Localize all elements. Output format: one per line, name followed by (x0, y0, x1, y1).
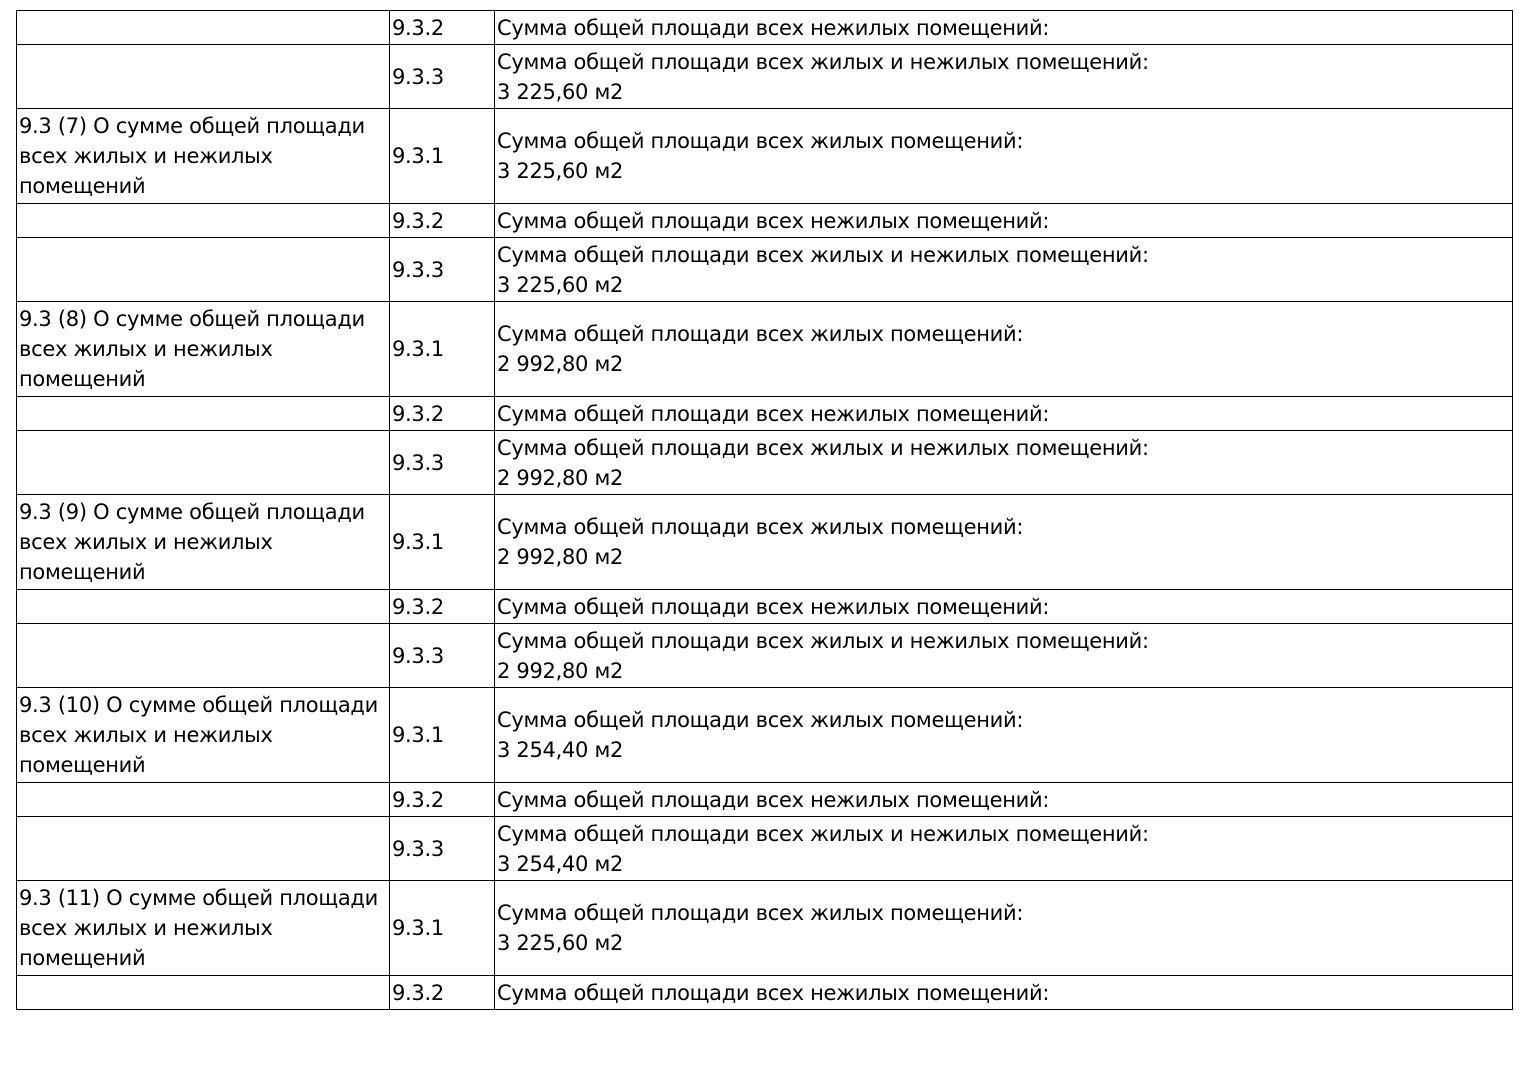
section-cell (17, 11, 390, 45)
section-cell (17, 397, 390, 431)
description-label: Сумма общей площади всех жилых и нежилых помещений: (497, 628, 1149, 653)
item-number: 9.3.1 (390, 109, 495, 204)
description-label: Сумма общей площади всех жилых и нежилых помещений: (497, 49, 1149, 74)
item-number: 9.3.3 (390, 238, 495, 302)
description-cell (495, 45, 1513, 109)
table-row (17, 431, 1513, 495)
description-cell (495, 817, 1513, 881)
item-number: 9.3.1 (390, 688, 495, 783)
area-summary-table (16, 10, 1513, 1010)
item-number: 9.3.2 (390, 590, 495, 624)
description-label: Сумма общей площади всех нежилых помещений: (497, 208, 1050, 233)
description-label: Сумма общей площади всех жилых и нежилых помещений: (497, 435, 1149, 460)
area-value: 2 992,80 м2 (497, 658, 624, 683)
description-label: Сумма общей площади всех жилых помещений: (497, 129, 1024, 153)
description-label: Сумма общей площади всех жилых помещений: (497, 901, 1024, 925)
description-cell (495, 302, 1513, 397)
section-cell (17, 238, 390, 302)
item-number: 9.3.1 (390, 495, 495, 590)
item-number: 9.3.3 (390, 624, 495, 688)
description-label: Сумма общей площади всех нежилых помещений: (497, 15, 1050, 40)
section-cell (17, 590, 390, 624)
table-row (17, 302, 1513, 397)
section-cell: 9.3 (9) О сумме общей площади всех жилых и нежилых помещений (17, 495, 390, 590)
area-value: 3 225,60 м2 (497, 79, 624, 104)
description-cell (495, 495, 1513, 590)
description-label: Сумма общей площади всех нежилых помещений: (497, 980, 1050, 1005)
table-row (17, 817, 1513, 881)
item-number: 9.3.3 (390, 817, 495, 881)
table-row (17, 238, 1513, 302)
table-row (17, 624, 1513, 688)
area-value: 3 225,60 м2 (497, 272, 624, 297)
item-number: 9.3.2 (390, 204, 495, 238)
table-row (17, 45, 1513, 109)
area-value: 3 254,40 м2 (497, 851, 624, 876)
area-value: 2 992,80 м2 (497, 352, 624, 376)
description-cell (495, 624, 1513, 688)
section-cell (17, 817, 390, 881)
table-row (17, 590, 1513, 624)
section-cell (17, 204, 390, 238)
item-number: 9.3.3 (390, 45, 495, 109)
description-label: Сумма общей площади всех жилых помещений: (497, 708, 1024, 732)
table-row (17, 109, 1513, 204)
description-cell (495, 109, 1513, 204)
table-row (17, 11, 1513, 45)
item-number: 9.3.2 (390, 11, 495, 45)
description-cell (495, 688, 1513, 783)
description-cell (495, 431, 1513, 495)
description-cell (495, 204, 1513, 238)
description-cell (495, 976, 1513, 1010)
item-number: 9.3.2 (390, 397, 495, 431)
table-row (17, 204, 1513, 238)
section-cell: 9.3 (10) О сумме общей площади всех жилых и нежилых помещений (17, 688, 390, 783)
item-number: 9.3.1 (390, 881, 495, 976)
item-number: 9.3.2 (390, 783, 495, 817)
section-cell: 9.3 (8) О сумме общей площади всех жилых и нежилых помещений (17, 302, 390, 397)
item-number: 9.3.2 (390, 976, 495, 1010)
description-label: Сумма общей площади всех жилых и нежилых помещений: (497, 821, 1149, 846)
description-cell (495, 590, 1513, 624)
table-row (17, 495, 1513, 590)
table-row (17, 783, 1513, 817)
section-cell (17, 783, 390, 817)
area-value: 2 992,80 м2 (497, 465, 624, 490)
description-cell (495, 397, 1513, 431)
table-row (17, 688, 1513, 783)
area-value: 2 992,80 м2 (497, 545, 624, 569)
description-label: Сумма общей площади всех нежилых помещений: (497, 787, 1050, 812)
description-label: Сумма общей площади всех нежилых помещений: (497, 594, 1050, 619)
description-cell (495, 11, 1513, 45)
section-cell (17, 624, 390, 688)
table-row (17, 881, 1513, 976)
description-label: Сумма общей площади всех нежилых помещений: (497, 401, 1050, 426)
area-value: 3 254,40 м2 (497, 738, 624, 762)
item-number: 9.3.3 (390, 431, 495, 495)
description-label: Сумма общей площади всех жилых и нежилых помещений: (497, 242, 1149, 267)
item-number: 9.3.1 (390, 302, 495, 397)
description-cell (495, 783, 1513, 817)
section-cell (17, 45, 390, 109)
description-cell (495, 881, 1513, 976)
description-label: Сумма общей площади всех жилых помещений: (497, 515, 1024, 539)
description-cell (495, 238, 1513, 302)
area-value: 3 225,60 м2 (497, 931, 624, 955)
section-cell (17, 976, 390, 1010)
table-row (17, 397, 1513, 431)
table-row (17, 976, 1513, 1010)
area-value: 3 225,60 м2 (497, 159, 624, 183)
description-label: Сумма общей площади всех жилых помещений: (497, 322, 1024, 346)
section-cell: 9.3 (7) О сумме общей площади всех жилых и нежилых помещений (17, 109, 390, 204)
table-body (17, 11, 1513, 1010)
section-cell: 9.3 (11) О сумме общей площади всех жилых и нежилых помещений (17, 881, 390, 976)
section-cell (17, 431, 390, 495)
